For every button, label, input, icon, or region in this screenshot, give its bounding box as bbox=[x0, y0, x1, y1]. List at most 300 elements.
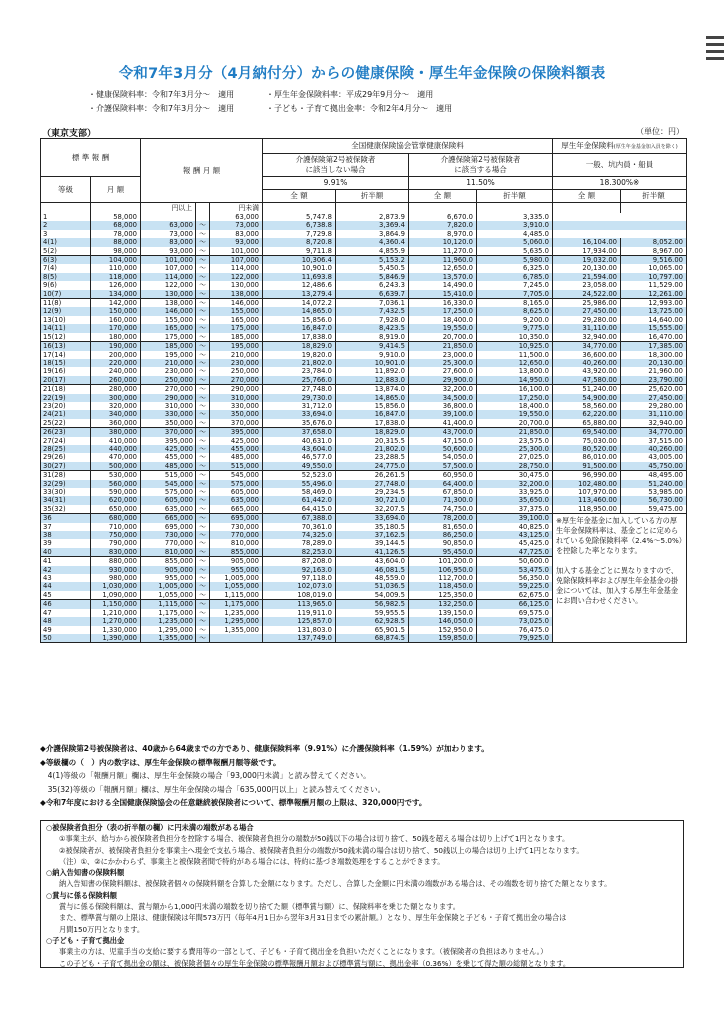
grade: 42 bbox=[41, 566, 91, 574]
range-tilde: ～ bbox=[196, 281, 210, 289]
table-row bbox=[41, 273, 687, 281]
grade: 20(17) bbox=[41, 376, 91, 385]
no-care-full: 67,388.0 bbox=[263, 514, 336, 523]
no-care-full: 7,729.8 bbox=[263, 230, 336, 238]
pension-full: 80,520.00 bbox=[553, 445, 621, 453]
no-care-half: 7,432.5 bbox=[336, 307, 409, 315]
range-tilde: ～ bbox=[196, 531, 210, 539]
range-lower: 1,115,000 bbox=[141, 600, 196, 609]
no-care-header bbox=[263, 154, 409, 177]
grade: 19(16) bbox=[41, 367, 91, 375]
range-lower: 370,000 bbox=[141, 428, 196, 437]
range-lower: 905,000 bbox=[141, 566, 196, 574]
monthly: 1,090,000 bbox=[91, 591, 141, 600]
care-half: 32,200.0 bbox=[477, 480, 553, 488]
no-care-half: 32,207.5 bbox=[336, 505, 409, 514]
pension-half: 21,960.00 bbox=[621, 367, 687, 375]
care-half: 59,225.0 bbox=[477, 582, 553, 590]
care-full: 34,500.0 bbox=[409, 394, 477, 402]
box-heading: ○賞与に係る保険料額 bbox=[46, 890, 117, 900]
no-care-full: 33,694.0 bbox=[263, 410, 336, 418]
grade: 41 bbox=[41, 557, 91, 566]
child-rate-line: ・子ども・子育て拠出金率：令和2年4月分～ 適用 bbox=[266, 104, 453, 113]
no-care-half: 21,802.0 bbox=[336, 445, 409, 453]
monthly: 680,000 bbox=[91, 514, 141, 523]
monthly: 1,330,000 bbox=[91, 626, 141, 634]
no-care-full: 108,019.0 bbox=[263, 591, 336, 600]
pension-note: (厚生年金基金加入員を除く) bbox=[613, 143, 678, 150]
pension-half: 18,300.00 bbox=[621, 351, 687, 359]
pension-full: 107,970.00 bbox=[553, 488, 621, 496]
health-rate-line: ・健康保険料率：令和7年3月分～ 適用 bbox=[88, 90, 235, 99]
monthly: 300,000 bbox=[91, 394, 141, 402]
pension-full: 25,986.00 bbox=[553, 299, 621, 308]
care-half: 25,300.0 bbox=[477, 445, 553, 453]
care-half: 12,650.0 bbox=[477, 359, 553, 367]
pension-full: 113,460.00 bbox=[553, 496, 621, 504]
grade: 4(1) bbox=[41, 238, 91, 246]
range-tilde: ～ bbox=[196, 376, 210, 385]
range-upper: 1,175,000 bbox=[210, 600, 263, 609]
grade: 2 bbox=[41, 221, 91, 229]
table-row bbox=[41, 256, 687, 265]
care-full: 11,960.0 bbox=[409, 256, 477, 265]
no-care-half: 13,874.0 bbox=[336, 385, 409, 394]
grade: 35(32) bbox=[41, 505, 91, 514]
no-care-half: 7,928.0 bbox=[336, 316, 409, 324]
grade: 9(6) bbox=[41, 281, 91, 289]
box-text: 月間150万円となります。 bbox=[59, 924, 145, 934]
range-tilde: ～ bbox=[196, 402, 210, 410]
grade: 8(5) bbox=[41, 273, 91, 281]
range-tilde: ～ bbox=[196, 299, 210, 308]
kyokai-header: 全国健康保険協会管掌健康保険料 bbox=[263, 139, 553, 154]
range-tilde: ～ bbox=[196, 471, 210, 480]
range-lower: 122,000 bbox=[141, 281, 196, 289]
no-care-full: 102,073.0 bbox=[263, 582, 336, 590]
range-lower: 130,000 bbox=[141, 290, 196, 299]
pension-half: 25,620.00 bbox=[621, 385, 687, 394]
grade: 26(23) bbox=[41, 428, 91, 437]
care-half: 4,485.0 bbox=[477, 230, 553, 238]
table-row bbox=[41, 428, 687, 437]
care-full: 13,570.0 bbox=[409, 273, 477, 281]
range-lower: 165,000 bbox=[141, 324, 196, 332]
no-care-half: 41,126.5 bbox=[336, 548, 409, 557]
range-lower: 290,000 bbox=[141, 394, 196, 402]
range-upper: 93,000 bbox=[210, 238, 263, 246]
range-lower: 270,000 bbox=[141, 385, 196, 394]
range-upper: 730,000 bbox=[210, 523, 263, 531]
monthly: 320,000 bbox=[91, 402, 141, 410]
range-upper: 146,000 bbox=[210, 299, 263, 308]
no-care-half: 11,892.0 bbox=[336, 367, 409, 375]
table-row bbox=[41, 333, 687, 342]
no-care-full: 16,847.0 bbox=[263, 324, 336, 332]
monthly: 220,000 bbox=[91, 359, 141, 367]
range-lower: 146,000 bbox=[141, 307, 196, 315]
no-care-full: 55,496.0 bbox=[263, 480, 336, 488]
no-care-full: 11,693.8 bbox=[263, 273, 336, 281]
no-care-half: 6,639.7 bbox=[336, 290, 409, 299]
monthly: 260,000 bbox=[91, 376, 141, 385]
pension-full: 62,220.00 bbox=[553, 410, 621, 418]
grade: 33(30) bbox=[41, 488, 91, 496]
pension-full: 102,480.00 bbox=[553, 480, 621, 488]
monthly: 240,000 bbox=[91, 367, 141, 375]
care-full: 7,820.0 bbox=[409, 221, 477, 229]
care-rate-line: ・介護保険料率：令和7年3月分～ 適用 bbox=[88, 104, 235, 113]
range-upper: 955,000 bbox=[210, 566, 263, 574]
range-upper: 1,235,000 bbox=[210, 609, 263, 617]
pension-half: 29,280.00 bbox=[621, 402, 687, 410]
menu-icon[interactable] bbox=[706, 36, 724, 74]
range-tilde bbox=[196, 213, 210, 221]
range-tilde: ～ bbox=[196, 221, 210, 229]
pension-full: 27,450.00 bbox=[553, 307, 621, 315]
range-lower: 1,355,000 bbox=[141, 634, 196, 643]
unit-label: （単位：円） bbox=[636, 127, 684, 136]
table-row bbox=[41, 462, 687, 471]
monthly: 142,000 bbox=[91, 299, 141, 308]
range-upper: 515,000 bbox=[210, 462, 263, 471]
care-half: 73,025.0 bbox=[477, 617, 553, 625]
no-care-half: 48,559.0 bbox=[336, 574, 409, 582]
table-row bbox=[41, 419, 687, 428]
grade: 49 bbox=[41, 626, 91, 634]
care-half: 3,335.0 bbox=[477, 213, 553, 221]
grade: 13(10) bbox=[41, 316, 91, 324]
care-half: 30,475.0 bbox=[477, 471, 553, 480]
no-care-full: 49,550.0 bbox=[263, 462, 336, 471]
range-lower: 515,000 bbox=[141, 471, 196, 480]
care-full: 50,600.0 bbox=[409, 445, 477, 453]
range-upper: 330,000 bbox=[210, 402, 263, 410]
no-care-half: 23,288.5 bbox=[336, 453, 409, 461]
pension-full: 69,540.00 bbox=[553, 428, 621, 437]
pension-half: 16,470.00 bbox=[621, 333, 687, 342]
pension-half: 53,985.00 bbox=[621, 488, 687, 496]
range-upper: 165,000 bbox=[210, 316, 263, 324]
care-half: 18,400.0 bbox=[477, 402, 553, 410]
range-lower: 101,000 bbox=[141, 256, 196, 265]
no-care-full: 43,604.0 bbox=[263, 445, 336, 453]
care-half: 19,550.0 bbox=[477, 410, 553, 418]
range-tilde: ～ bbox=[196, 394, 210, 402]
monthly: 68,000 bbox=[91, 221, 141, 229]
pension-full: 36,600.00 bbox=[553, 351, 621, 359]
range-lower: 114,000 bbox=[141, 273, 196, 281]
care-full: 17,250.0 bbox=[409, 307, 477, 315]
grade: 46 bbox=[41, 600, 91, 609]
care-full: 67,850.0 bbox=[409, 488, 477, 496]
footnote: ◆等級欄の（ ）内の数字は、厚生年金保険の標準報酬月額等級です。 bbox=[40, 757, 281, 767]
monthly: 1,270,000 bbox=[91, 617, 141, 625]
monthly: 98,000 bbox=[91, 247, 141, 256]
range-tilde: ～ bbox=[196, 557, 210, 566]
grade: 18(15) bbox=[41, 359, 91, 367]
no-care-full: 31,712.0 bbox=[263, 402, 336, 410]
range-tilde: ～ bbox=[196, 462, 210, 471]
range-lower: 455,000 bbox=[141, 453, 196, 461]
grade: 6(3) bbox=[41, 256, 91, 265]
care-full: 6,670.0 bbox=[409, 213, 477, 221]
table-row bbox=[41, 453, 687, 461]
table-row bbox=[41, 342, 687, 351]
grade: 31(28) bbox=[41, 471, 91, 480]
no-care-full: 13,279.4 bbox=[263, 290, 336, 299]
range-upper: 770,000 bbox=[210, 531, 263, 539]
box-heading: ○子ども・子育て拠出金 bbox=[46, 935, 125, 945]
grade: 15(12) bbox=[41, 333, 91, 342]
table-row bbox=[41, 437, 687, 445]
grade: 37 bbox=[41, 523, 91, 531]
range-header: 報 酬 月 額 bbox=[141, 139, 263, 203]
pension-full: 23,058.00 bbox=[553, 281, 621, 289]
pension-half: 45,750.00 bbox=[621, 462, 687, 471]
grade: 36 bbox=[41, 514, 91, 523]
no-care-half: 8,919.0 bbox=[336, 333, 409, 342]
monthly: 1,030,000 bbox=[91, 582, 141, 590]
no-care-half: 3,864.9 bbox=[336, 230, 409, 238]
range-upper: 270,000 bbox=[210, 376, 263, 385]
pension-full: 19,032.00 bbox=[553, 256, 621, 265]
care-half: 76,475.0 bbox=[477, 626, 553, 634]
range-upper: 210,000 bbox=[210, 351, 263, 359]
footnote: ◆介護保険第2号被保険者は、40歳から64歳までの方であり、健康保険料率（9.91%）に介護保険料率（1.59%）が加わります。 bbox=[40, 744, 489, 753]
table-row bbox=[41, 307, 687, 315]
no-care-line-2: に該当しない場合 bbox=[305, 165, 366, 174]
range-lower: 1,005,000 bbox=[141, 582, 196, 590]
box-heading: ○納入告知書の保険料額 bbox=[46, 868, 125, 878]
range-upper: 810,000 bbox=[210, 539, 263, 547]
no-care-full: 119,911.0 bbox=[263, 609, 336, 617]
no-care-half: 29,234.5 bbox=[336, 488, 409, 496]
range-tilde: ～ bbox=[196, 600, 210, 609]
no-care-full: 52,523.0 bbox=[263, 471, 336, 480]
no-care-full: 74,325.0 bbox=[263, 531, 336, 539]
grade: 50 bbox=[41, 634, 91, 643]
range-tilde: ～ bbox=[196, 359, 210, 367]
care-half: 3,910.0 bbox=[477, 221, 553, 229]
pension-full: 31,110.00 bbox=[553, 324, 621, 332]
range-upper: 695,000 bbox=[210, 514, 263, 523]
pension-half: 27,450.00 bbox=[621, 394, 687, 402]
range-tilde: ～ bbox=[196, 385, 210, 394]
box-text: また、標準賞与額の上限は、健康保険は年間573万円（毎年4月1日から翌年3月31日までの累計額。）となり、厚生年金保険と子ども・子育て拠出金の場合は bbox=[59, 913, 567, 923]
range-lower: 1,055,000 bbox=[141, 591, 196, 600]
care-full: 20,700.0 bbox=[409, 333, 477, 342]
monthly: 470,000 bbox=[91, 453, 141, 461]
no-care-full: 78,289.0 bbox=[263, 539, 336, 547]
table-row bbox=[41, 394, 687, 402]
footnote: 4(1)等級の「報酬月額」欄は、厚生年金保険の場合「93,000円未満」と読み替えてください。 bbox=[40, 771, 371, 780]
no-care-half: 3,369.4 bbox=[336, 221, 409, 229]
grade: 32(29) bbox=[41, 480, 91, 488]
range-tilde: ～ bbox=[196, 453, 210, 461]
care-half: 40,825.0 bbox=[477, 523, 553, 531]
range-tilde: ～ bbox=[196, 316, 210, 324]
range-tilde: ～ bbox=[196, 290, 210, 299]
range-upper: 310,000 bbox=[210, 394, 263, 402]
range-lower: 730,000 bbox=[141, 531, 196, 539]
no-care-full: 70,361.0 bbox=[263, 523, 336, 531]
grade: 1 bbox=[41, 213, 91, 221]
care-half: 50,600.0 bbox=[477, 557, 553, 566]
no-care-half: 6,243.3 bbox=[336, 281, 409, 289]
no-care-half: 5,450.5 bbox=[336, 264, 409, 272]
range-lower: 395,000 bbox=[141, 437, 196, 445]
pension-half: 12,993.00 bbox=[621, 299, 687, 308]
range-lower: 665,000 bbox=[141, 514, 196, 523]
range-lower: 1,175,000 bbox=[141, 609, 196, 617]
care-half: 69,575.0 bbox=[477, 609, 553, 617]
no-care-full: 15,856.0 bbox=[263, 316, 336, 324]
grade: 17(14) bbox=[41, 351, 91, 359]
care-full: 118,450.0 bbox=[409, 582, 477, 590]
care-half: 6,785.0 bbox=[477, 273, 553, 281]
pension-header bbox=[553, 139, 687, 154]
range-upper: 63,000 bbox=[210, 213, 263, 221]
monthly: 790,000 bbox=[91, 539, 141, 547]
table-row bbox=[41, 514, 687, 523]
range-upper: 83,000 bbox=[210, 230, 263, 238]
monthly: 126,000 bbox=[91, 281, 141, 289]
care-full: 25,300.0 bbox=[409, 359, 477, 367]
no-care-full: 14,072.2 bbox=[263, 299, 336, 308]
no-care-half: 8,423.5 bbox=[336, 324, 409, 332]
monthly: 930,000 bbox=[91, 566, 141, 574]
range-upper: 1,005,000 bbox=[210, 574, 263, 582]
no-care-half: 30,721.0 bbox=[336, 496, 409, 504]
no-care-half: 24,775.0 bbox=[336, 462, 409, 471]
care-full: 36,800.0 bbox=[409, 402, 477, 410]
grade: 40 bbox=[41, 548, 91, 557]
range-upper: 138,000 bbox=[210, 290, 263, 299]
range-tilde: ～ bbox=[196, 264, 210, 272]
pension-full: 43,920.00 bbox=[553, 367, 621, 375]
range-upper: 1,295,000 bbox=[210, 617, 263, 625]
range-upper: 635,000 bbox=[210, 496, 263, 504]
table-row bbox=[41, 299, 687, 308]
pension-full: 24,522.00 bbox=[553, 290, 621, 299]
no-care-half: 27,748.0 bbox=[336, 480, 409, 488]
table-row bbox=[41, 367, 687, 375]
pension-half: 40,260.00 bbox=[621, 445, 687, 453]
premium-table bbox=[40, 138, 687, 643]
pension-title: 厚生年金保険料 bbox=[561, 140, 614, 150]
pension-half: 14,640.00 bbox=[621, 316, 687, 324]
range-upper: 107,000 bbox=[210, 256, 263, 265]
no-care-full: 14,865.0 bbox=[263, 307, 336, 315]
full-header: 全 額 bbox=[553, 190, 621, 203]
no-care-half: 33,694.0 bbox=[336, 514, 409, 523]
range-tilde: ～ bbox=[196, 307, 210, 315]
care-full: 78,200.0 bbox=[409, 514, 477, 523]
pension-full: 40,260.00 bbox=[553, 359, 621, 367]
range-tilde: ～ bbox=[196, 333, 210, 342]
grade: 38 bbox=[41, 531, 91, 539]
care-full: 139,150.0 bbox=[409, 609, 477, 617]
no-care-full: 35,676.0 bbox=[263, 419, 336, 428]
table-row bbox=[41, 471, 687, 480]
table-row bbox=[41, 410, 687, 418]
pension-half: 37,515.00 bbox=[621, 437, 687, 445]
monthly: 180,000 bbox=[91, 333, 141, 342]
half-header: 折半額 bbox=[336, 190, 409, 203]
pension-fund-note: ※厚生年金基金に加入している方の厚生年金保険料率は、基金ごとに定められている免除保険料率（2.4%～5.0%）を控除した率となります。 加入する基金ごとに異なりますので、免除保険料率および厚生年金基金の掛金については、加入する厚生年金基金にお問い合わせください。 bbox=[553, 514, 687, 643]
range-tilde: ～ bbox=[196, 591, 210, 600]
pension-full: 16,104.00 bbox=[553, 238, 621, 246]
range-lower: 695,000 bbox=[141, 523, 196, 531]
no-care-half: 5,153.2 bbox=[336, 256, 409, 265]
monthly: 340,000 bbox=[91, 410, 141, 418]
range-lower: 1,235,000 bbox=[141, 617, 196, 625]
grade: 29(26) bbox=[41, 453, 91, 461]
care-full: 95,450.0 bbox=[409, 548, 477, 557]
care-full: 16,330.0 bbox=[409, 299, 477, 308]
no-care-full: 6,738.8 bbox=[263, 221, 336, 229]
no-care-half: 35,180.5 bbox=[336, 523, 409, 531]
no-care-half: 62,928.5 bbox=[336, 617, 409, 625]
grade: 28(25) bbox=[41, 445, 91, 453]
no-care-half: 4,360.4 bbox=[336, 238, 409, 246]
region-label: （東京支部） bbox=[42, 129, 97, 139]
range-tilde: ～ bbox=[196, 480, 210, 488]
grade: 7(4) bbox=[41, 264, 91, 272]
range-lower: 955,000 bbox=[141, 574, 196, 582]
monthly: 1,150,000 bbox=[91, 600, 141, 609]
range-lower: 73,000 bbox=[141, 230, 196, 238]
no-care-half: 59,955.5 bbox=[336, 609, 409, 617]
range-tilde: ～ bbox=[196, 238, 210, 246]
pension-half: 15,555.00 bbox=[621, 324, 687, 332]
grade: 16(13) bbox=[41, 342, 91, 351]
no-care-full: 5,747.8 bbox=[263, 213, 336, 221]
range-tilde: ～ bbox=[196, 419, 210, 428]
no-care-half: 10,901.0 bbox=[336, 359, 409, 367]
no-care-half: 54,009.5 bbox=[336, 591, 409, 600]
monthly: 170,000 bbox=[91, 324, 141, 332]
pension-rate-line: ・厚生年金保険料率：平成29年9月分～ 適用 bbox=[266, 90, 434, 99]
range-tilde: ～ bbox=[196, 582, 210, 590]
grade: 22(19) bbox=[41, 394, 91, 402]
above-label: 円以上 bbox=[141, 203, 196, 214]
range-lower: 810,000 bbox=[141, 548, 196, 557]
range-upper: 665,000 bbox=[210, 505, 263, 514]
yen-label-row bbox=[41, 203, 687, 214]
no-care-half: 39,144.5 bbox=[336, 539, 409, 547]
range-upper: 605,000 bbox=[210, 488, 263, 496]
table-row bbox=[41, 324, 687, 332]
box-text: 納入告知書の保険料額は、被保険者個々の保険料額を合算した金額になります。ただし、合算した金額に円未満の端数がある場合は、その端数を切り捨てた額となります。 bbox=[59, 879, 612, 889]
rate-pension: 18.300%※ bbox=[553, 177, 687, 190]
range-lower: 1,295,000 bbox=[141, 626, 196, 634]
no-care-half: 37,162.5 bbox=[336, 531, 409, 539]
no-care-half: 20,315.5 bbox=[336, 437, 409, 445]
table-row bbox=[41, 480, 687, 488]
box-text: ①事業主が、給与から被保険者負担分を控除する場合、被保険者負担分の端数が50銭以下の場合は切り捨て、50銭を超える場合は切り上げて1円となります。 bbox=[59, 834, 570, 844]
care-full: 106,950.0 bbox=[409, 566, 477, 574]
range-lower: 230,000 bbox=[141, 367, 196, 375]
no-care-half: 12,883.0 bbox=[336, 376, 409, 385]
no-care-full: 37,658.0 bbox=[263, 428, 336, 437]
monthly: 1,390,000 bbox=[91, 634, 141, 643]
pension-half: 56,730.00 bbox=[621, 496, 687, 504]
care-full: 39,100.0 bbox=[409, 410, 477, 418]
pension-half: 17,385.00 bbox=[621, 342, 687, 351]
care-half: 5,060.0 bbox=[477, 238, 553, 246]
